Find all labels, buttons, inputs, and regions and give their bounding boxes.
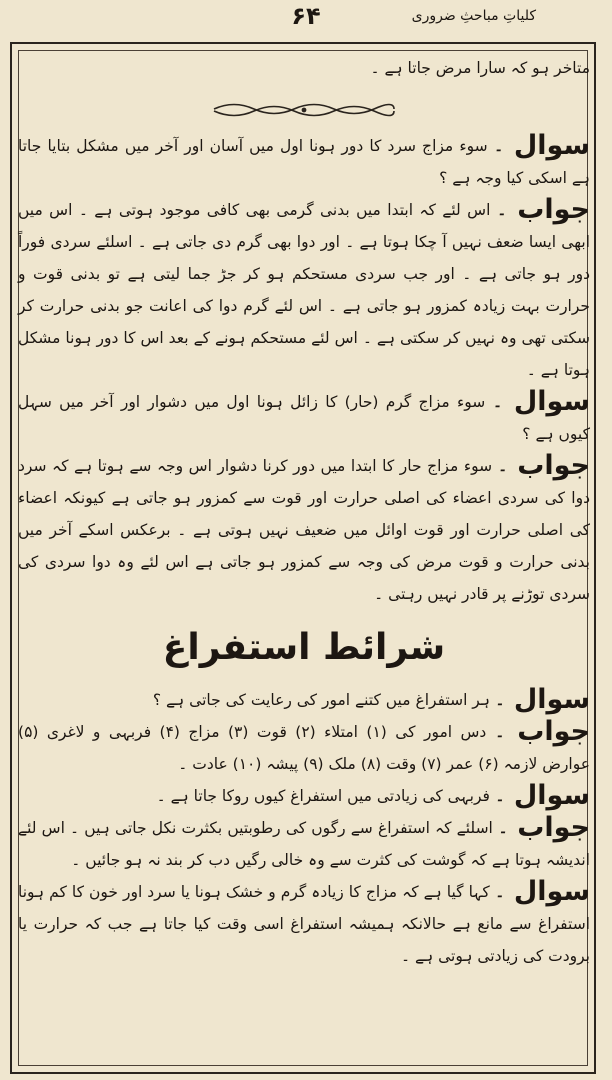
question-5: سوال ۔ کہا گیا ہے کہ مزاج کا زیادہ گرم و خشک ہونا یا سرد اور خون کا کم ہونا استفراغ سے مانع ہے حالانکہ ہمیشہ استفراغ اسی وقت کیا جاتا ہے جب کہ حرارت یا برودت کی زیادتی ہوتی ہے ۔ [18,876,590,965]
question-label: سوال [513,684,590,715]
answer-text: سوء مزاج حار کا ابتدا میں دور کرنا دشوار اس وجہ سے ہوتا ہے کہ سرد دوا کی سردی اعضاء کی اصلی حرارت اور قوت سے کمزور ہو جاتی ہے کیونکہ اعضاء کی اصلی حرارت اور قوت اوائل میں ضعیف نہیں ہوتی ہے ۔ برعکس اسکے آخر میں بدنی حرارت و قوت مرض کی وجہ سے کمزور ہو جاتی ہے اس لئے وہ دوا سردی کی سردی توڑنے پر قادر نہیں رہتی ۔ [18,457,590,603]
ornament-divider [209,98,399,120]
answer-label: جواب [517,450,591,481]
answer-label: جواب [517,812,590,843]
answer-text: اس لئے کہ ابتدا میں بدنی گرمی بھی کافی موجود ہوتی ہے ۔ اس میں ابھی ایسا ضعف نہیں آ چکا ہوتا ہے ۔ اور دوا بھی گرم دی جاتی ہے ۔ اسلئے سردی فوراً دور ہو جاتی ہے ۔ اور جب سردی مستحکم ہو کر جڑ جما لیتی ہے تو بدنی قوت و حرارت بہت زیادہ کمزور ہو جاتی ہے ۔ اس لئے گرم دوا کی اعانت جو بدنی حرارت کر سکتی تھی وہ نہیں کر سکتی ہے ۔ اس لئے مستحکم ہونے کے بعد اس کا دور ہونا مشکل ہوتا ہے ۔ [18,201,590,379]
answer-1: جواب ۔ اس لئے کہ ابتدا میں بدنی گرمی بھی کافی موجود ہوتی ہے ۔ اس میں ابھی ایسا ضعف نہیں آ چکا ہوتا ہے ۔ اور دوا بھی گرم دی جاتی ہے ۔ اسلئے سردی فوراً دور ہو جاتی ہے ۔ اور جب سردی مستحکم ہو کر جڑ جما لیتی ہے تو بدنی قوت و حرارت بہت زیادہ کمزور ہو جاتی ہے ۔ اس لئے گرم دوا کی اعانت جو بدنی حرارت کر سکتی تھی وہ نہیں کر سکتی ہے ۔ اس لئے مستحکم ہونے کے بعد اس کا دور ہونا مشکل ہوتا ہے ۔ [18,194,591,379]
carryover-line: متاخر ہو کہ سارا مرض جاتا ہے ۔ [370,59,590,77]
page-number: ۶۴ [291,2,321,30]
question-1: سوال ۔ سوء مزاج سرد کا دور ہونا اول میں آسان اور آخر میں مشکل بتایا جاتا ہے اسکی کیا وجہ ہے ؟ [18,130,590,187]
page-header [0,0,612,40]
question-2: سوال ۔ سوء مزاج گرم (حار) کا زائل ہونا اول میں دشوار اور آخر میں سہل کیوں ہے ؟ [18,386,590,443]
answer-label: جواب [517,716,590,747]
question-label: سوال [513,780,590,811]
question-3: سوال ۔ ہر استفراغ میں کتنے امور کی رعایت کی جاتی ہے ؟ [152,684,590,715]
answer-text: اسلئے کہ استفراغ سے رگوں کی رطوبتیں بکثرت نکل جاتی ہیں ۔ اس لئے اندیشہ ہوتا ہے کہ گوشت کی کثرت سے وہ خالی رگیں دب کر بند نہ ہو جائیں ۔ [18,819,590,869]
answer-2: جواب ۔ سوء مزاج حار کا ابتدا میں دور کرنا دشوار اس وجہ سے ہوتا ہے کہ سرد دوا کی سردی اعضاء کی اصلی حرارت اور قوت سے کمزور ہو جاتی ہے کیونکہ اعضاء کی اصلی حرارت اور قوت اوائل میں ضعیف نہیں ہوتی ہے ۔ برعکس اسکے آخر میں بدنی حرارت و قوت مرض کی وجہ سے کمزور ہو جاتی ہے اس لئے وہ دوا سردی کی سردی توڑنے پر قادر نہیں رہتی ۔ [18,450,591,603]
question-label: سوال [513,386,590,417]
question-text: سوء مزاج گرم (حار) کا زائل ہونا اول میں دشوار اور آخر میں سہل کیوں ہے ؟ [18,393,590,443]
section-heading: شرائط استفراغ [162,627,446,668]
running-title: کلیاتِ مباحثِ ضروری [411,8,536,24]
question-text: فربہی کی زیادتی میں استفراغ کیوں روکا جاتا ہے ۔ [156,787,490,805]
question-label: سوال [513,876,590,907]
page-body [18,52,590,972]
answer-label: جواب [517,194,591,225]
question-text: ہر استفراغ میں کتنے امور کی رعایت کی جاتی ہے ؟ [152,691,490,709]
question-4: سوال ۔ فربہی کی زیادتی میں استفراغ کیوں روکا جاتا ہے ۔ [156,780,590,811]
question-text: کہا گیا ہے کہ مزاج کا زیادہ گرم و خشک ہونا یا سرد اور خون کا کم ہونا استفراغ سے مانع ہے حالانکہ ہمیشہ استفراغ اسی وقت کیا جاتا ہے جب کہ حرارت یا برودت کی زیادتی ہوتی ہے ۔ [18,883,590,965]
answer-text: دس امور کی (۱) امتلاء (۲) قوت (۳) مزاج (۴) فربہی و لاغری (۵) عوارض لازمہ (۶) عمر (۷) وقت (۸) ملک (۹) پیشہ (۱۰) عادت ۔ [18,723,590,773]
question-label: سوال [513,130,590,161]
answer-3: جواب ۔ دس امور کی (۱) امتلاء (۲) قوت (۳) مزاج (۴) فربہی و لاغری (۵) عوارض لازمہ (۶) عمر (۷) وقت (۸) ملک (۹) پیشہ (۱۰) عادت ۔ [18,716,590,773]
question-text: سوء مزاج سرد کا دور ہونا اول میں آسان اور آخر میں مشکل بتایا جاتا ہے اسکی کیا وجہ ہے ؟ [18,137,590,187]
answer-4: جواب ۔ اسلئے کہ استفراغ سے رگوں کی رطوبتیں بکثرت نکل جاتی ہیں ۔ اس لئے اندیشہ ہوتا ہے کہ گوشت کی کثرت سے وہ خالی رگیں دب کر بند نہ ہو جائیں ۔ [18,812,590,869]
